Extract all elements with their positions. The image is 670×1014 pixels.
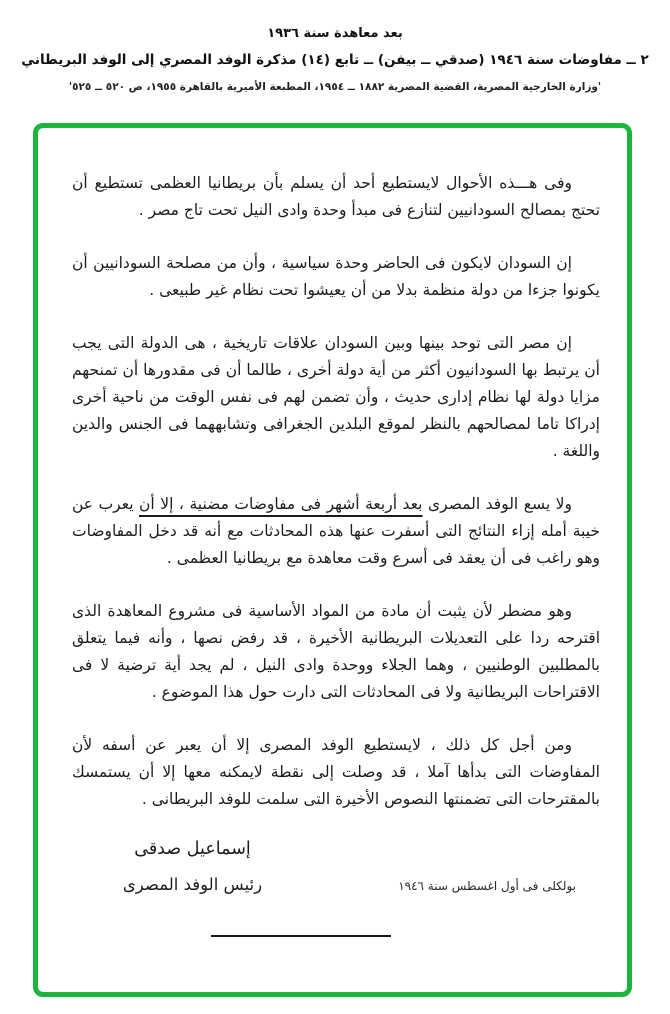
paragraph-1: وفى هـــذه الأحوال لايستطيع أحد أن يسلم بأن بريطانيا العظمى تستطيع أن تحتج بمصالح السودانيين لتنازع فى مبدأ وحدة وادى النيل تحت تاج مصر . bbox=[72, 174, 600, 219]
document-header bbox=[0, 0, 670, 93]
paragraph-2: إن السودان لايكون فى الحاضر وحدة سياسية ، وأن من مصلحة السودانيين أن يكونوا جزءا من دولة منظمة بدلا من أن يعيشوا تحت نظام غير طبيعى . bbox=[72, 254, 600, 299]
paragraph-3: إن مصر التى توحد بينها وبين السودان علاقات تاريخية ، هى الدولة التى يجب أن يرتبط بها السودانيون أكثر من أية دولة أخرى ، طالما أن فى مقدورها أن تمنحهم مزايا دولة لها نظام إدارى حديث ، وأن تضمن لهم فى نفس الوقت من ناحية أخرى إدراكا تاما لمصالحهم بالنظر لموقع البلدين الجغرافى وتشابههما فى الجنس والدين واللغة . bbox=[72, 334, 600, 460]
paragraph-4 bbox=[72, 491, 600, 572]
paragraph-6: ومن أجل كل ذلك ، لايستطيع الوفد المصرى إلا أن يعبر عن أسفه لأن المفاوضات التى بدأها آملا ، قد وصلت إلى نقطة لايمكنه معها إلا أن يستمسك بالمقترحات التى تضمنتها النصوص الأخيرة التى سلمت للوفد البريطانى . bbox=[72, 736, 600, 808]
signatory-title: رئيس الوفد المصرى bbox=[122, 875, 263, 894]
header-line-3: 'وزارة الخارجية المصرية، القضية المصرية ١٨٨٢ ــ ١٩٥٤، المطبعة الأميرية بالقاهرة ١٩٥٥، ص ٥٢٠ ــ ٥٢٥' bbox=[68, 81, 602, 93]
paragraph-4-post: يعرب عن خيبة أمله إزاء النتائج التى أسفرت عنها هذه المحادثات مع أنه قد دخل المفاوضات وهو راغب فى أن يعقد فى أسرع وقت معاهدة مع بريطانيا العظمى . bbox=[72, 495, 600, 567]
header-line-2: ٢ ــ مفاوضات سنة ١٩٤٦ (صدقي ــ بيفن) ــ تابع (١٤) مذكرة الوفد المصري إلى الوفد البريطاني bbox=[21, 52, 649, 68]
signature-place-date: بولكلى فى أول اغسطس سنة ١٩٤٦ bbox=[398, 879, 576, 893]
paragraph-4-pre: ولا يسع الوفد المصرى bbox=[422, 495, 573, 513]
highlight-box bbox=[33, 123, 632, 997]
signatory bbox=[120, 839, 265, 894]
paragraph-5: وهو مضطر لأن يثبت أن مادة من المواد الأساسية فى مشروع المعاهدة الذى اقترحه ردا على التعديلات البريطانية الأخيرة ، قد رفض نصها ، وأنه فيما يتعلق بالمطلبين الوطنيين ، وهما الجلاء ووحدة وادى النيل ، لم يجد أية ترضية لا فى الاقتراحات البريطانية ولا فى المحادثات التى دارت حول هذا الموضوع . bbox=[72, 602, 600, 701]
end-rule bbox=[211, 935, 391, 937]
header-line-1: بعد معاهدة سنة ١٩٣٦ bbox=[267, 26, 403, 41]
memorandum-text bbox=[72, 170, 600, 813]
paragraph-4-underlined: بعد أربعة أشهر فى مفاوضات مضنية ، إلا أن bbox=[139, 495, 423, 513]
signatory-name: إسماعيل صدقى bbox=[134, 839, 251, 859]
signature-block bbox=[72, 839, 600, 911]
